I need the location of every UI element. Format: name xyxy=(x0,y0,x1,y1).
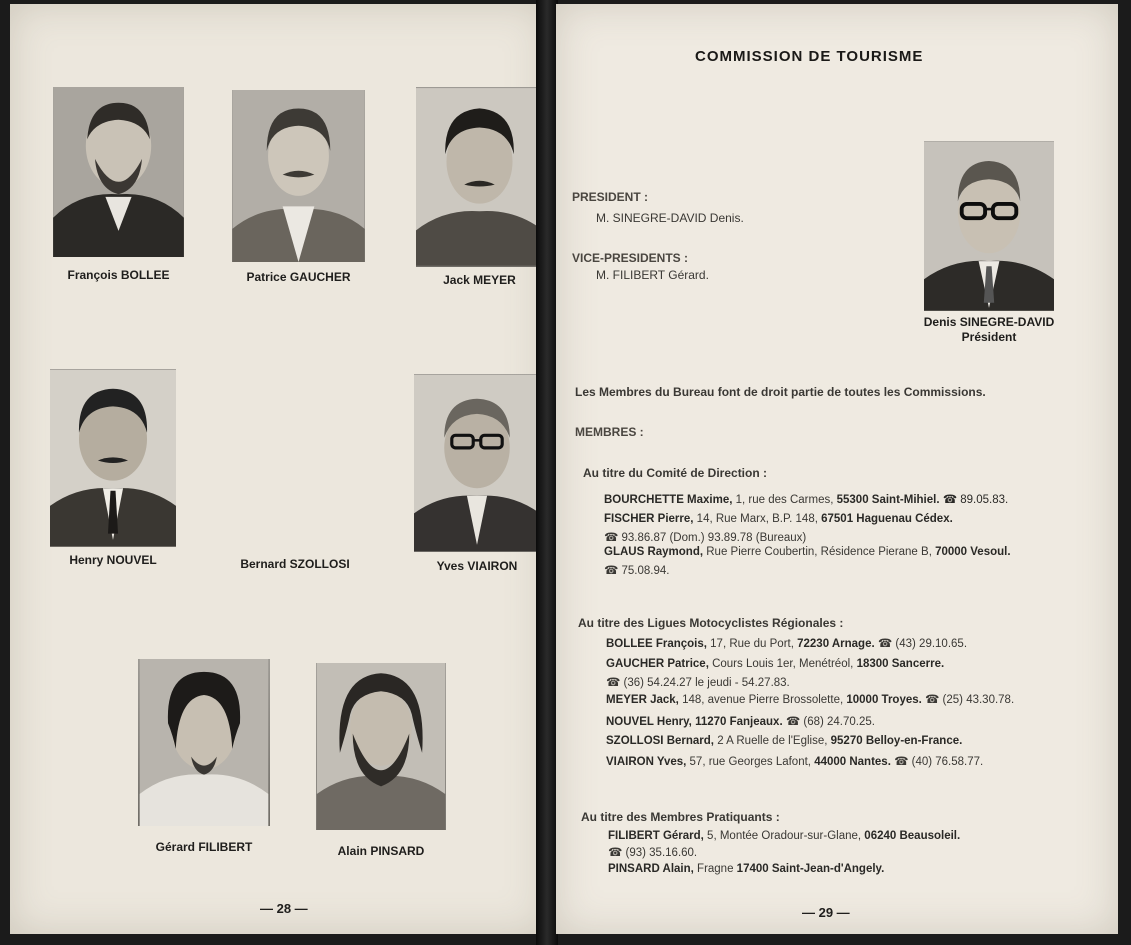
portrait-photo-bollee xyxy=(53,87,184,257)
page-number-left: — 28 — xyxy=(260,901,308,916)
portrait-caption-viairon: Yves VIAIRON xyxy=(436,559,518,573)
member-entry: SZOLLOSI Bernard, 2 A Ruelle de l'Eglise, 95270 Belloy-en-France. xyxy=(606,735,963,747)
section-heading-pratiquants: Au titre des Membres Pratiquants : xyxy=(581,810,780,824)
president-label: PRESIDENT : xyxy=(572,190,649,204)
portrait-photo-filibert xyxy=(138,659,270,826)
right-page xyxy=(556,4,1118,934)
portrait-caption-gaucher: Patrice GAUCHER xyxy=(246,270,351,284)
portrait-photo-sinegre-david xyxy=(924,141,1054,311)
page-number-right: — 29 — xyxy=(802,905,850,920)
commission-title: COMMISSION DE TOURISME xyxy=(695,48,924,65)
portrait-photo-gaucher xyxy=(232,90,365,262)
member-entry: FILIBERT Gérard, 5, Montée Oradour-sur-Glane, 06240 Beausoleil. xyxy=(608,830,961,842)
section-heading-direction: Au titre du Comité de Direction : xyxy=(583,466,768,480)
section-heading-ligues: Au titre des Ligues Motocyclistes Régionales : xyxy=(578,616,844,630)
member-entry: GLAUS Raymond, Rue Pierre Coubertin, Résidence Pierane B, 70000 Vesoul. xyxy=(604,546,1011,558)
portrait-caption-pinsard: Alain PINSARD xyxy=(337,844,425,858)
portrait-caption-bollee: François BOLLEE xyxy=(67,268,170,282)
member-phone-line: ☎ 75.08.94. xyxy=(604,565,670,577)
portrait-photo-pinsard xyxy=(316,663,446,830)
portrait-caption-filibert: Gérard FILIBERT xyxy=(155,840,253,854)
bureau-note: Les Membres du Bureau font de droit partie de toutes les Commissions. xyxy=(575,385,986,399)
member-entry: BOURCHETTE Maxime, 1, rue des Carmes, 55300 Saint-Mihiel. ☎ 89.05.83. xyxy=(604,494,1009,506)
portrait-photo-viairon xyxy=(414,374,540,552)
member-entry: FISCHER Pierre, 14, Rue Marx, B.P. 148, 67501 Haguenau Cédex. xyxy=(604,513,953,525)
portrait-caption-szollosi: Bernard SZOLLOSI xyxy=(240,557,350,571)
member-phone-line: ☎ (36) 54.24.27 le jeudi - 54.27.83. xyxy=(606,677,790,689)
member-entry: GAUCHER Patrice, Cours Louis 1er, Menétréol, 18300 Sancerre. xyxy=(606,658,945,670)
member-entry: PINSARD Alain, Fragne 17400 Saint-Jean-d'Angely. xyxy=(608,863,885,875)
portrait-photo-nouvel xyxy=(50,369,176,547)
vice-president-label: VICE-PRESIDENTS : xyxy=(572,251,689,265)
member-entry: NOUVEL Henry, 11270 Fanjeaux. ☎ (68) 24.70.25. xyxy=(606,716,875,728)
vice-president-name: M. FILIBERT Gérard. xyxy=(596,268,709,282)
portrait-caption-meyer: Jack MEYER xyxy=(443,273,516,287)
portrait-photo-meyer xyxy=(416,87,543,267)
member-entry: BOLLEE François, 17, Rue du Port, 72230 Arnage. ☎ (43) 29.10.65. xyxy=(606,638,968,650)
left-page xyxy=(10,4,546,934)
portrait-caption-nouvel: Henry NOUVEL xyxy=(69,553,157,567)
members-label: MEMBRES : xyxy=(575,425,644,439)
president-name: M. SINEGRE-DAVID Denis. xyxy=(596,211,744,225)
portrait-role-president: Président xyxy=(961,330,1017,344)
member-entry: VIAIRON Yves, 57, rue Georges Lafont, 44000 Nantes. ☎ (40) 76.58.77. xyxy=(606,756,984,768)
portrait-caption-sinegre-david: Denis SINEGRE-DAVID xyxy=(923,315,1055,329)
member-entry: MEYER Jack, 148, avenue Pierre Brossolette, 10000 Troyes. ☎ (25) 43.30.78. xyxy=(606,694,1015,706)
member-phone-line: ☎ 93.86.87 (Dom.) 93.89.78 (Bureaux) xyxy=(604,532,807,544)
book-gutter xyxy=(536,0,558,945)
member-phone-line: ☎ (93) 35.16.60. xyxy=(608,847,698,859)
